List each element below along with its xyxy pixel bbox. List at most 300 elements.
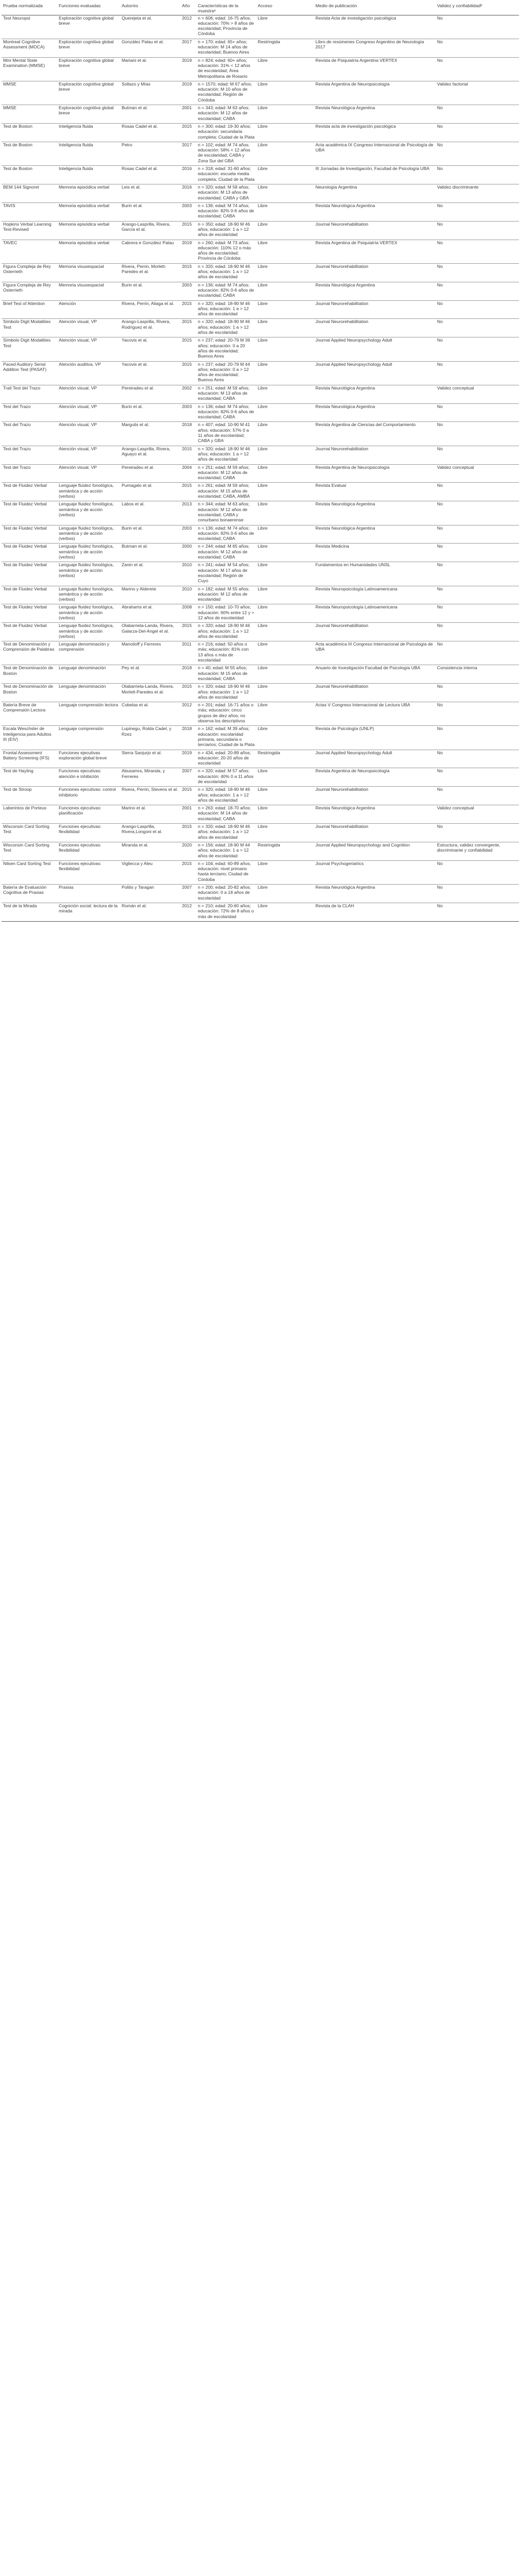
cell-access: Libre [256,446,314,464]
header-access: Acceso [256,3,314,15]
cell-publication: Journal Applied Neuropsychology Adult [314,361,435,385]
table-row [2,750,519,768]
cell-publication: Revista Neurológica Argentina [314,805,435,824]
cell-test: TAVEC [2,240,57,263]
cell-year: 2015 [180,787,196,805]
cell-authors: Pumagalo et al. [120,483,180,501]
cell-publication: Revista de la CLAH [314,903,435,921]
cell-functions: Lenguaje denominación [57,665,120,684]
cell-year: 2017 [180,39,196,57]
cell-functions: Cognición social: lectura de la mirada [57,903,120,921]
cell-year: 2015 [180,123,196,142]
table-row [2,665,519,684]
cell-sample: n = 244; edad: M 65 años; educación: M 12 años de escolaridad; CABA [196,544,256,562]
cell-functions: Funciones ejecutivas: control inhibitorio [57,787,120,805]
cell-test: Hopkins Verbal Learning Test-Revised [2,221,57,240]
cell-test: Test de Fluidez Verbal [2,604,57,623]
cell-publication: Revista de Psiquiatría Argentina VERTEX [314,57,435,81]
cell-validity: Validez conceptual [435,385,519,403]
header-functions: Funciones evaluadas [57,3,120,15]
cell-year: 2015 [180,684,196,702]
cell-authors: Rivera, Perrin, Morlett-Paredes et al. [120,263,180,282]
cell-functions: Lenguaje fluidez fonológica, semántica y de acción (verbos) [57,544,120,562]
table-row [2,787,519,805]
cell-authors: Arango-Lasprilla, Rivera, Aguayo et al. [120,446,180,464]
cell-test: Test de Fluidez Verbal [2,544,57,562]
header-test: Prueba normalizada [2,3,57,15]
cell-authors: Olabarrieta-Landa, Rivera, Galarza-Del-Angel et al. [120,623,180,641]
cell-authors: Román et al. [120,903,180,921]
cell-sample: n = 320; edad: M 57 años; educación: 40% 0 a 11 años de escolaridad [196,768,256,787]
cell-sample: n = 104; edad: 60-89 años; educación: nivel primario hasta terciario; Ciudad de Córdoba [196,860,256,884]
cell-test: Test de la Mirada [2,903,57,921]
cell-functions: Memoria episódica verbal [57,202,120,221]
cell-access: Libre [256,166,314,184]
cell-sample: n = 320; edad: M 58 años; educación: M 13 años de escolaridad; CABA y GBA [196,184,256,202]
cell-year: 2015 [180,824,196,842]
cell-access: Libre [256,105,314,124]
table-row [2,337,519,361]
cell-access: Libre [256,221,314,240]
cell-access: Libre [256,805,314,824]
cell-sample: n = 260; edad: M 73 años; educación: 110% 12 o más años de escolaridad; Provincia de Córdoba [196,240,256,263]
cell-functions: Funciones ejecutivas exploración global breve [57,750,120,768]
cell-functions: Lenguaje fluidez fonológica, semántica y de acción (verbos) [57,604,120,623]
cell-functions: Lenguaje comprensión [57,726,120,750]
cell-publication: Journal Applied Neuropsychology Adult [314,337,435,361]
cell-validity: No [435,623,519,641]
cell-validity: No [435,604,519,623]
cell-publication: Revista de Psicología (UNLP) [314,726,435,750]
cell-validity: No [435,586,519,604]
cell-publication: Revista Acta de investigación psicológica [315,15,396,21]
cell-validity: No [435,750,519,768]
cell-publication: Revista Evaluar [314,483,435,501]
cell-sample: n = 251; edad: M 59 años; educación: M 13 años de escolaridad; CABA [196,385,256,403]
cell-functions: Atención visual, VP [57,403,120,422]
cell-year: 2002 [180,385,196,403]
cell-year: 2003 [180,282,196,300]
cell-access: Libre [256,702,314,726]
cell-functions: Atención [57,300,120,319]
table-row [2,385,519,403]
cell-publication: Journal Neurorehabilitation [314,623,435,641]
cell-publication: Journal Neurorehabilitation [314,446,435,464]
cell-functions: Funciones ejecutivas: flexibilidad [57,842,120,860]
cell-test: Brief Test of Attention [2,300,57,319]
cell-validity: No [435,860,519,884]
cell-validity: Estructura, validez convergente, discriminante y confiabilidad [435,842,519,860]
cell-year: 2001 [180,805,196,824]
cell-access: Libre [256,300,314,319]
table-row [2,403,519,422]
cell-sample: n = 263; edad: 18-70 años; educación: M 14 años de escolaridad; CABA [196,805,256,824]
cell-sample: n = 343; edad: M 63 años; educación: M 12 años de escolaridad; CABA [196,105,256,124]
cell-functions: Inteligencia fluida [57,142,120,165]
cell-test: Escala Weschsler de Inteligencia para Adultos III (EIV) [2,726,57,750]
cell-functions: Funciones ejecutivas: planificación [57,805,120,824]
table-row [2,142,519,165]
table-row [2,604,519,623]
cell-publication: Revista Neurológica Argentina [314,403,435,422]
cell-test: Nilsen Card Sorting Test [2,860,57,884]
table-row [2,483,519,501]
cell-validity: Validez discriminante [435,184,519,202]
cell-test: Test de Fluidez Verbal [2,525,57,544]
cell-year: 2017 [180,142,196,165]
table-row [2,446,519,464]
cell-validity: No [435,501,519,525]
cell-test: Mini Mental State Examination (MMSE) [2,57,57,81]
cell-authors: Petro [120,142,180,165]
cell-sample: n = 251; edad: M 59 años; educación: M 12 años de escolaridad; CABA [196,464,256,483]
cell-year: 2000 [180,544,196,562]
cell-year: 2018 [180,665,196,684]
cell-access: Libre [256,885,314,903]
table-row [2,105,519,124]
cell-access: Libre [256,403,314,422]
table-row [2,860,519,884]
cell-sample: n = 170; edad: 65+ años; educación: M 14 años de escolaridad; Buenos Aires [196,39,256,57]
cell-year: 2018 [180,422,196,446]
cell-access: Libre [256,604,314,623]
cell-sample: n = 150; edad: 10-70 años; educación: 60% entre 12 y > 12 años de escolaridad [196,604,256,623]
cell-year: 2019 [180,750,196,768]
cell-publication: Journal Neurorehabilitation [314,319,435,337]
cell-validity: No [435,202,519,221]
table-row [2,81,519,105]
header-sample: Características de la muestraᵃ [196,3,256,15]
cell-year: 2001 [180,105,196,124]
cell-functions: Lenguaje fluidez fonológica, semántica y de acción (verbos) [57,562,120,586]
cell-validity: No [435,787,519,805]
cell-functions: Atención visual, VP [57,422,120,446]
cell-authors: Lupinegu, Rolda Cadel, y Rzez [120,726,180,750]
cell-functions: Memoria episódica verbal [57,184,120,202]
cell-validity: No [435,337,519,361]
cell-sample: n = 320; edad: 18-90 M 46 años; educación: 1 a > 12 años de escolaridad [196,824,256,842]
cell-publication: Acta académica III Congreso Internacional de Psicología de UBA [314,641,435,665]
cell-validity: No [437,15,443,21]
cell-sample: n = 320; edad: 18-90 M 46 años; educación: 1 a > 12 años de escolaridad [196,446,256,464]
cell-publication: Revista Argentina de Ciencias del Comportamiento [314,422,435,446]
cell-authors: Olabarrieta-Landa, Rivera, Morlett-Paredes et al. [120,684,180,702]
cell-year: 2013 [180,501,196,525]
cell-validity: No [435,319,519,337]
cell-year: 2015 [180,483,196,501]
cell-test: Test de Boston [2,123,57,142]
cell-authors: Sierra Sanjurjo et al. [120,750,180,768]
cell-year: 2015 [180,337,196,361]
cell-publication: Journal Neurorehabilitation [314,221,435,240]
cell-authors: Marino et al. [120,805,180,824]
cell-test: Trail Test del Trazo [2,385,57,403]
header-authors: Autor/es [120,3,180,15]
cell-publication: Anuario de Investigación Facultad de Psicología UBA [314,665,435,684]
cell-test: Test de Boston [2,142,57,165]
cell-authors: Rosas Cadel et al. [120,166,180,184]
cell-access: Libre [256,768,314,787]
cell-functions: Memoria episódica verbal [57,240,120,263]
cell-sample: n = 300; edad: 19-30 años; educación: secundaria completa; Ciudad de la Plata [196,123,256,142]
cell-validity: No [435,903,519,921]
cell-publication: Revista Argentina de Neuropsicología [314,81,435,105]
table-row [2,166,519,184]
cell-authors: Burin et al. [120,282,180,300]
cell-publication: Neurología Argentina [314,184,435,202]
cell-functions: Exploración cognitiva global breve [59,15,114,26]
cell-access: Libre [256,282,314,300]
cell-functions: Atención auditiva, VP [57,361,120,385]
cell-access: Libre [256,81,314,105]
cell-test: Wisconsin Card Sorting Test [2,842,57,860]
cell-test: Test del Trazo [2,422,57,446]
cell-access: Libre [256,562,314,586]
cell-validity: No [435,544,519,562]
cell-test: Test de Fluidez Verbal [2,483,57,501]
cell-test: Test de Boston [2,166,57,184]
cell-authors: González Palau et al. [120,39,180,57]
cell-test: Test del Trazo [2,446,57,464]
cell-authors: Mariani et al. [120,57,180,81]
cell-functions: Atención visual, VP [57,464,120,483]
cell-publication: Journal Applied Neuropsychology Adult [314,750,435,768]
cell-access: Libre [256,525,314,544]
cell-validity: No [435,166,519,184]
cell-publication: III Jornadas de Investigación, Facultad de Psicología UBA [314,166,435,184]
cell-year: 2004 [180,464,196,483]
cell-sample: n = 201; edad: 16-71 años o más; educación: cinco grupos de diez años; no observa los descriptivos [196,702,256,726]
cell-publication: Journal Neurorehabilitation [314,684,435,702]
cell-year: 2015 [180,623,196,641]
cell-validity: No [435,57,519,81]
cell-publication: Revista Argentina de Neuropsicología [314,768,435,787]
cell-functions: Funciones ejecutivas: flexibilidad [57,824,120,842]
table-row [2,57,519,81]
cell-test: TAVIS [2,202,57,221]
cell-validity: No [435,768,519,787]
cell-access: Libre [256,665,314,684]
cell-test: Símbolo Digit Modalities Test [2,337,57,361]
cell-validity: No [435,403,519,422]
cell-validity: No [435,123,519,142]
table-row [2,202,519,221]
cell-validity: No [435,263,519,282]
cell-authors: Labos et al. [120,501,180,525]
cell-authors: Yacovis et al. [120,361,180,385]
cell-publication: Revista Argentina de Psiquiatría VERTEX [314,240,435,263]
cell-validity: No [435,142,519,165]
cell-functions: Lenguaje denominación [57,684,120,702]
cell-access: Restringida [256,39,314,57]
cell-sample: n = 320; edad: 18-90 M 46 años; educación: 1 a > 12 años de escolaridad [196,300,256,319]
cell-publication: Revista Neuropsicología Latinoamericana [314,586,435,604]
table-header [2,3,519,15]
cell-access: Libre [256,623,314,641]
table-row [2,544,519,562]
cell-authors: Arango-Lasprilla, Rivera, Rodríguez et al. [120,319,180,337]
cell-access: Libre [256,501,314,525]
cell-validity: No [435,105,519,124]
cell-authors: Querejeta et al. [122,15,152,21]
cell-access: Restringida [256,842,314,860]
cell-sample: n = 210; edad: 20-60 años; educación: 72% de 8 años o más de escolaridad [196,903,256,921]
cell-access: Libre [256,787,314,805]
cell-access: Libre [256,726,314,750]
cell-test: Símbolo Digit Modalities Test [2,319,57,337]
cell-year: 2010 [180,586,196,604]
cell-access: Libre [256,824,314,842]
cell-test: MMSE [2,105,57,124]
cell-authors: Butman et al. [120,544,180,562]
cell-functions: Atención visual, VP [57,385,120,403]
cell-sample: n = 320; edad: 18-90 M 46 años; educación: 1 a > 12 años de escolaridad [196,623,256,641]
cell-sample: n = 136; edad: M 74 años; educación: 82% 0-6 años de escolaridad; CABA [196,282,256,300]
cell-sample: n = 136; edad: M 74 años; educación: 82% 0-6 años de escolaridad; CABA [196,403,256,422]
cell-access: Libre [256,337,314,361]
cell-authors: Cabrera e González Palau [120,240,180,263]
cell-publication: Journal Neurorehabilitation [314,824,435,842]
cell-sample: n = 156; edad: 18-90 M 44 años; educación: 1 a > 12 años de escolaridad [196,842,256,860]
cell-year: 2015 [180,300,196,319]
table-row [2,15,519,39]
cell-year: 2015 [180,361,196,385]
cell-test: Test de Fluidez Verbal [2,623,57,641]
cell-authors: Arango-Lasprilla, Rivera,Longoni et al. [120,824,180,842]
cell-functions: Praxias [57,885,120,903]
cell-publication: Revista Neurológica Argentina [314,501,435,525]
cell-year: 2019 [180,57,196,81]
cell-authors: Yacovis et al. [120,337,180,361]
cell-functions: Exploración cognitiva global breve [57,105,120,124]
cell-sample: n = 320; edad: 18-90 M 46 años; educación: 1 a > 12 años de escolaridad [196,319,256,337]
cell-authors: Burin et al. [120,525,180,544]
cell-test: Batería Breve de Comprensión Lectora [2,702,57,726]
cell-sample: n = 200; edad: 20-82 años; educación: 0 a 18 años de escolaridad [196,885,256,903]
cell-sample: n = 344; edad: M 63 años; educación: M 12 años de escolaridad; CABA y conurbano bonaerense [196,501,256,525]
table-body [2,15,519,921]
cell-access: Libre [256,240,314,263]
cell-publication: Acta académica IX Congreso Internacional de Psicología de UBA [314,142,435,165]
cell-authors: Sollazo y Mías [120,81,180,105]
cell-authors: Rivera, Perrin, Aliaga et al. [120,300,180,319]
cell-validity: No [435,240,519,263]
table-row [2,684,519,702]
cell-access: Libre [256,422,314,446]
cell-authors: Rivera, Perrin, Stevens et al. [120,787,180,805]
cell-sample: n = 318; edad: 31-60 años; educación: escuela media completa; Ciudad de la Plata [196,166,256,184]
header-year: Año [180,3,196,15]
cell-sample: n = 261; edad: M 59 años; educación: M 15 años de escolaridad; CABA, AMBA [196,483,256,501]
cell-access: Libre [256,57,314,81]
cell-publication: Revista Argentina de Neuropsicología [314,464,435,483]
table-row [2,824,519,842]
table-row [2,842,519,860]
cell-publication: Revista Neurológica Argentina [314,282,435,300]
cell-sample: n = 320; edad: 18-90 M 46 años; educación: 1 a > 12 años de escolaridad [196,787,256,805]
cell-access: Libre [256,202,314,221]
table-row [2,501,519,525]
cell-test: Paced Auditory Serial Addition Test (PASAT) [2,361,57,385]
cell-authors: Abusamra, Miranda, y Ferreres [120,768,180,787]
cell-authors: Burin et al. [120,202,180,221]
cell-publication: Revista Medicina [314,544,435,562]
cell-publication: Revista Neurológica Argentina [314,202,435,221]
cell-sample: n = 320; edad: 18-90 M 46 años; educación: 1 a > 12 años de escolaridad [196,263,256,282]
cell-functions: Lenguaje denominación y comprensión [57,641,120,665]
table-row [2,221,519,240]
cell-functions: Memoria visuoespacial [57,282,120,300]
cell-validity: Validez factorial [435,81,519,105]
table-row [2,300,519,319]
cell-publication: Journal Neurorehabilitation [314,263,435,282]
cell-sample: n = 136; edad: M 74 años; educación: 82% 0-6 años de escolaridad; CABA [196,525,256,544]
cell-validity: No [435,422,519,446]
table-row [2,562,519,586]
cell-authors: Rosas Cadel et al. [120,123,180,142]
cell-functions: Lenguaje comprensión lectora [57,702,120,726]
cell-validity: No [435,641,519,665]
table-row [2,525,519,544]
table-row [2,184,519,202]
cell-year: 2018 [180,726,196,750]
cell-access: Libre [256,142,314,165]
cell-sample: n = 182; edad: M 55 años; educación: M 12 años de escolaridad [196,586,256,604]
table-row [2,726,519,750]
cell-sample: n = 606; edad: 16-75 años; educación: 70% > 8 años de escolaridad; Provincia de Córdoba [198,15,254,37]
cell-publication: Journal Neurorehabilitation [314,300,435,319]
header-validity: Validez y confiabilidadᵇ [435,3,519,15]
cell-test: Test de Fluidez Verbal [2,586,57,604]
table-row [2,903,519,921]
cell-publication: Fundamentos en Humanidades UNSL [314,562,435,586]
cell-authors: Politis y Taragan [120,885,180,903]
cell-authors: Zanin et al. [120,562,180,586]
cell-authors: Manoiloff y Ferreres [120,641,180,665]
cell-functions: Atención visual, VP [57,319,120,337]
cell-functions: Atención visual, VP [57,446,120,464]
cell-validity: No [435,483,519,501]
cell-functions: Atención visual, VP [57,337,120,361]
cell-test: Test del Trazo [2,464,57,483]
cell-functions: Funciones ejecutivas: flexibilidad [57,860,120,884]
cell-sample: n = 1570; edad: M 67 años; educación: M 10 años de escolaridad; Región de Córdoba [196,81,256,105]
header-publication: Medio de publicación [314,3,435,15]
cell-sample: n = 241; edad: M 54 años; educación: M 17 años de escolaridad; Región de Cuyo [196,562,256,586]
cell-year: 2012 [182,15,192,21]
cell-functions: Inteligencia fluida [57,123,120,142]
cell-authors: Margulis et al. [120,422,180,446]
cell-test: Test de Denominación de Boston [2,665,57,684]
table-row [2,361,519,385]
cell-validity: Validez conceptual [435,464,519,483]
cell-sample: n = 216; edad: 50 años o más; educación: 81% con 13 años o más de escolaridad [196,641,256,665]
cell-access: Libre [256,184,314,202]
cell-access: Libre [256,385,314,403]
cell-sample: n = 40; edad: M 55 años; educación: M 15 años de escolaridad; CABA [196,665,256,684]
table-row [2,464,519,483]
cell-authors: Pereiradeu et al. [120,464,180,483]
table-row [2,885,519,903]
cell-year: 2015 [180,221,196,240]
cell-access: Libre [256,544,314,562]
cell-publication: Libro de resúmenes Congreso Argentino de Neurología 2017 [314,39,435,57]
cell-access: Libre [256,464,314,483]
cell-authors: Vigliecca y Aleu [120,860,180,884]
cell-functions: Funciones ejecutivas: atención e inhibición [57,768,120,787]
cell-publication: Actas V Congreso Internacional de Lectura UBA [314,702,435,726]
cell-validity: No [435,282,519,300]
